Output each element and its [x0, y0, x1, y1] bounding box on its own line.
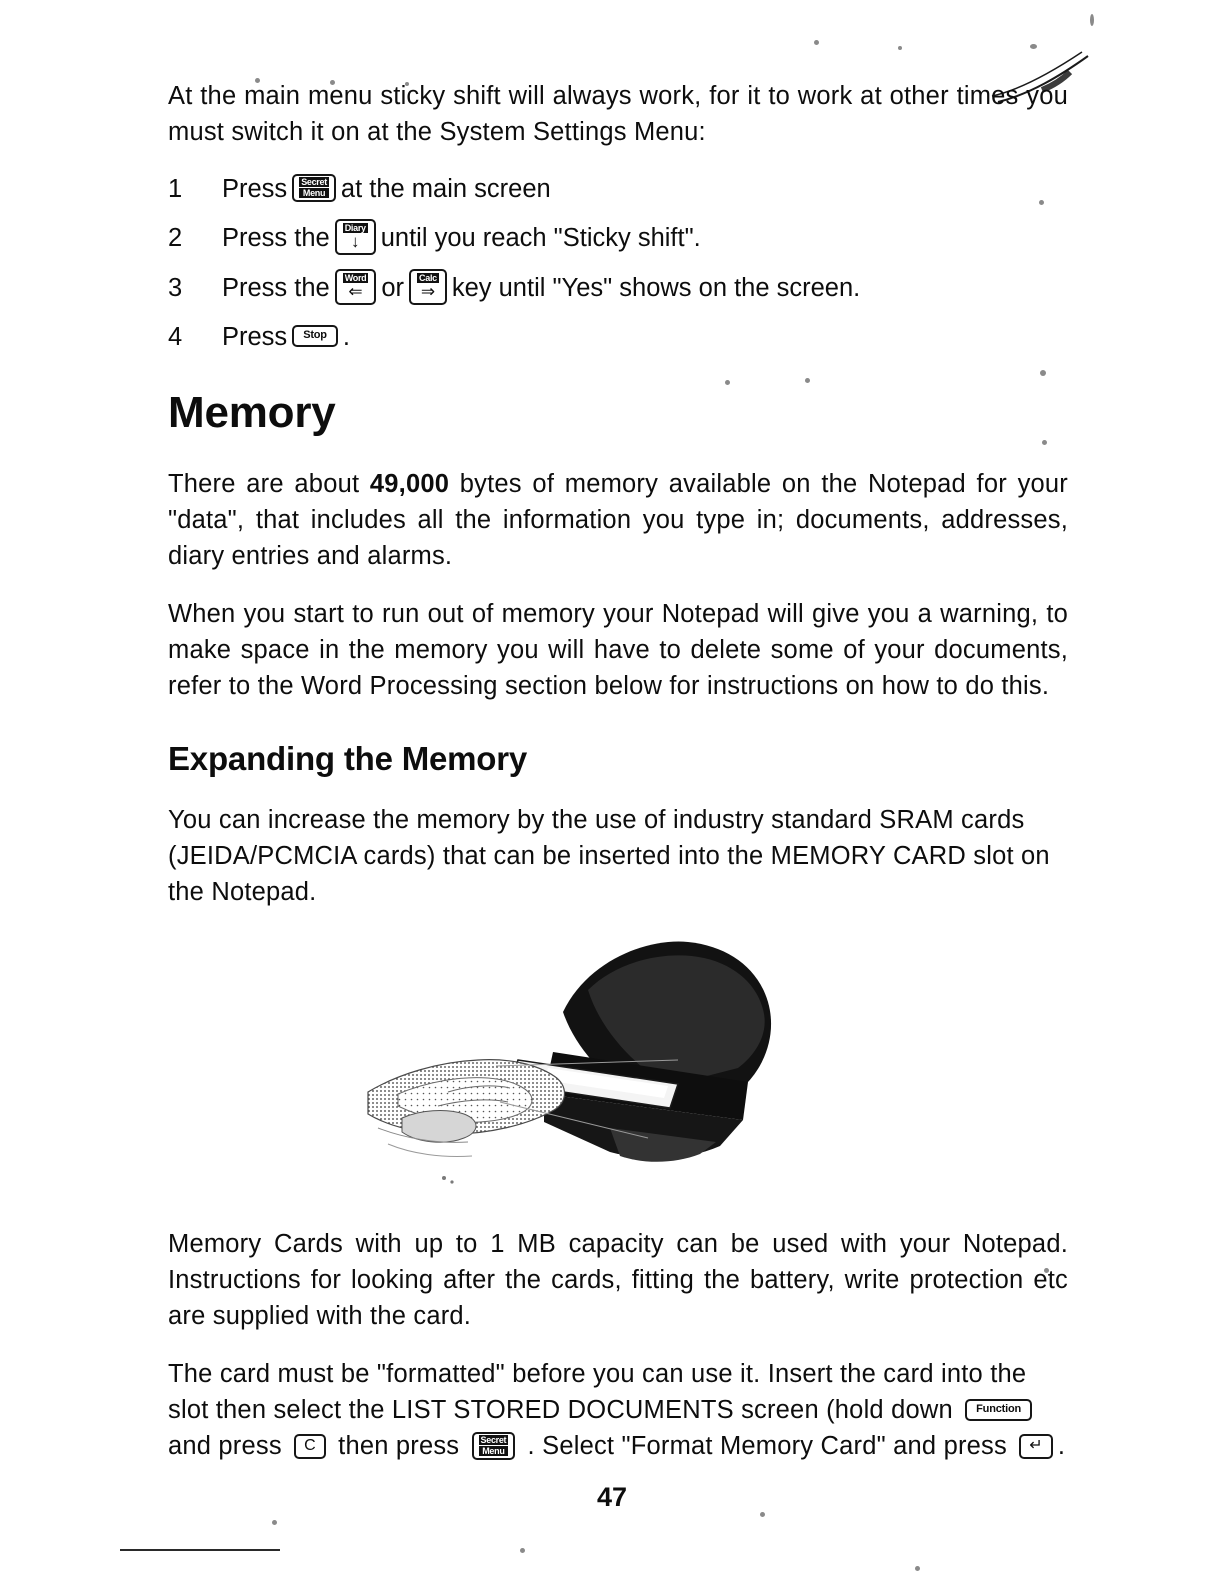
step-number: 2	[168, 224, 183, 252]
figure-memory-card-insertion	[168, 932, 1068, 1202]
key-symbol: C	[304, 1436, 316, 1454]
key-symbol: ↓	[350, 232, 360, 251]
step-text-after: until you reach "Sticky shift".	[380, 224, 701, 252]
scan-speck	[898, 46, 902, 50]
section-heading-expanding-memory: Expanding the Memory	[168, 740, 528, 777]
key-line-1: Secret	[480, 1435, 507, 1446]
secret-menu-key[interactable]	[292, 174, 336, 202]
steps-list	[168, 172, 1068, 354]
enter-key[interactable]	[1019, 1434, 1053, 1459]
scan-speck	[520, 1548, 525, 1553]
letter-c-key[interactable]	[294, 1434, 326, 1459]
memory-cards-paragraph: Memory Cards with up to 1 MB capacity can be used with your Notepad. Instructions for looking after the cards, fitting the battery, write protection etc are supplied with the card.	[168, 1230, 1068, 1330]
key-label: Function	[976, 1403, 1021, 1416]
bottom-rule	[120, 1549, 280, 1551]
step-text-middle: or	[381, 274, 405, 302]
memory-bytes-value: 49,000	[369, 470, 450, 498]
key-label: Diary	[344, 223, 366, 233]
key-line-2: Menu	[299, 188, 329, 198]
format-text-part-5: .	[1057, 1432, 1066, 1460]
hand-inserting-card-illustration	[348, 932, 848, 1202]
step-item	[168, 320, 1068, 354]
scan-speck	[915, 1566, 920, 1571]
page-title: Memory	[168, 388, 336, 437]
stop-key[interactable]	[292, 325, 338, 347]
memory-paragraph-1	[168, 466, 1068, 574]
step-number: 3	[168, 274, 183, 302]
memory-paragraph-2: When you start to run out of memory your Notepad will give you a warning, to make space in the memory you will have to delete some of your documents, refer to the Word Processing section below for instructions on how to do this.	[168, 600, 1068, 700]
step-item	[168, 220, 1068, 256]
format-card-paragraph	[168, 1356, 1068, 1464]
calc-right-key[interactable]	[409, 269, 447, 305]
scan-speck	[1090, 14, 1094, 26]
word-left-key[interactable]	[335, 269, 377, 305]
key-symbol: ⇐	[348, 282, 363, 301]
intro-paragraph	[168, 78, 1068, 150]
key-label: Calc	[419, 273, 437, 283]
step-number: 1	[168, 175, 183, 203]
step-item	[168, 172, 1068, 206]
scan-speck	[814, 40, 819, 45]
format-text-part-2: and press	[168, 1432, 282, 1460]
format-text-part-4: . Select "Format Memory Card" and press	[527, 1432, 1007, 1460]
step-text-after: key until "Yes" shows on the screen.	[451, 274, 861, 302]
step-text-before: Press	[222, 323, 288, 351]
intro-line-2: times you must switch it on at the System Settings Menu:	[168, 82, 1068, 146]
step-text-after: at the main screen	[340, 175, 551, 203]
expanding-paragraph-1: You can increase the memory by the use of industry standard SRAM cards (JEIDA/PCMCIA cards) that can be inserted into the MEMORY CARD slot on the Notepad.	[168, 806, 1050, 906]
key-line-1: Secret	[301, 177, 327, 187]
step-text-before: Press	[222, 175, 288, 203]
scan-speck	[272, 1520, 277, 1525]
step-item	[168, 270, 1068, 306]
memory-para-1-text-a: There are about	[168, 470, 370, 498]
step-text-before: Press the	[222, 274, 330, 302]
key-symbol: ⇒	[420, 282, 436, 301]
diary-down-key[interactable]	[335, 219, 376, 255]
format-text-part-1: The card must be "formatted" before you can use it. Insert the card into the slot then select the LIST STORED DOCUMENTS screen (hold down	[168, 1360, 1027, 1424]
key-symbol: ↵	[1029, 1436, 1043, 1454]
memory-para-1-text-b: bytes of memory available on the Notepad for your "data", that includes all the information you type in; documents, addresses, diary entries and alarms.	[168, 470, 1068, 570]
step-number: 4	[168, 323, 183, 351]
format-text-part-3: then press	[338, 1432, 460, 1460]
secret-menu-key-2[interactable]	[472, 1432, 516, 1460]
step-text-after: .	[342, 323, 350, 351]
page-number: 47	[596, 1482, 628, 1512]
step-text-before: Press the	[222, 224, 330, 252]
intro-line-1: At the main menu sticky shift will always work, for it to work at other	[168, 82, 949, 110]
function-key[interactable]	[965, 1399, 1032, 1421]
key-label: Word	[344, 273, 367, 283]
key-label: Stop	[303, 329, 327, 341]
page-content	[168, 78, 1068, 1486]
key-line-2: Menu	[479, 1446, 509, 1456]
scan-speck	[1030, 44, 1037, 49]
